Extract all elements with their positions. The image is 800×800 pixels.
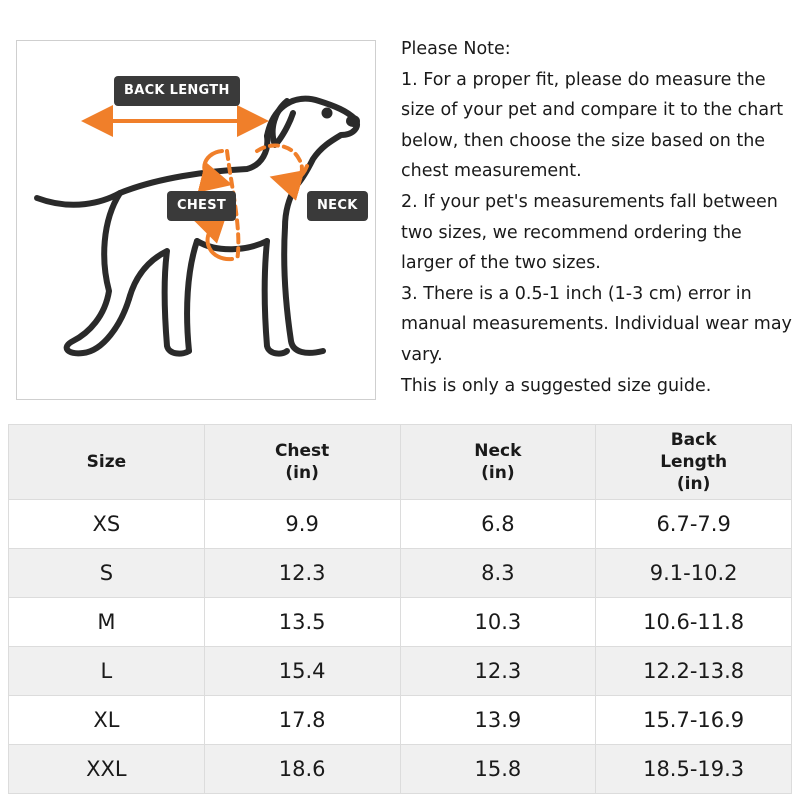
notes-footer: This is only a suggested size guide. <box>401 375 712 396</box>
dog-silhouette <box>37 99 357 354</box>
header-chest: Chest (in) <box>204 425 400 500</box>
table-row <box>9 549 792 598</box>
cell-size: S <box>9 549 205 598</box>
table-row <box>9 696 792 745</box>
table-row <box>9 598 792 647</box>
chest-label: CHEST <box>167 191 236 221</box>
table-row <box>9 500 792 549</box>
cell-neck: 10.3 <box>400 598 596 647</box>
size-chart-table <box>8 424 792 794</box>
cell-neck: 13.9 <box>400 696 596 745</box>
cell-chest: 15.4 <box>204 647 400 696</box>
table-row <box>9 647 792 696</box>
header-back-length: Back Length (in) <box>596 425 792 500</box>
back-length-label: BACK LENGTH <box>114 76 240 106</box>
cell-size: M <box>9 598 205 647</box>
cell-size: XS <box>9 500 205 549</box>
cell-chest: 13.5 <box>204 598 400 647</box>
cell-size: XXL <box>9 745 205 794</box>
notes-section <box>401 34 796 401</box>
table-row <box>9 745 792 794</box>
cell-neck: 15.8 <box>400 745 596 794</box>
cell-size: L <box>9 647 205 696</box>
header-neck: Neck (in) <box>400 425 596 500</box>
cell-chest: 9.9 <box>204 500 400 549</box>
cell-back-length: 12.2-13.8 <box>596 647 792 696</box>
cell-back-length: 18.5-19.3 <box>596 745 792 794</box>
note-item: 1. For a proper fit, please do measure the size of your pet and compare it to the chart below, then choose the size based on the chest measurement. <box>401 69 784 182</box>
cell-neck: 6.8 <box>400 500 596 549</box>
cell-neck: 8.3 <box>400 549 596 598</box>
note-item: 2. If your pet's measurements fall between two sizes, we recommend ordering the larger of the two sizes. <box>401 191 778 274</box>
table-header-row <box>9 425 792 500</box>
cell-neck: 12.3 <box>400 647 596 696</box>
cell-size: XL <box>9 696 205 745</box>
cell-chest: 17.8 <box>204 696 400 745</box>
note-item: 3. There is a 0.5-1 inch (1-3 cm) error in manual measurements. Individual wear may vary. <box>401 283 792 365</box>
measurement-diagram <box>16 40 376 400</box>
notes-heading: Please Note: <box>401 39 511 59</box>
cell-chest: 12.3 <box>204 549 400 598</box>
neck-label: NECK <box>307 191 368 221</box>
cell-chest: 18.6 <box>204 745 400 794</box>
cell-back-length: 10.6-11.8 <box>596 598 792 647</box>
header-size: Size <box>9 425 205 500</box>
cell-back-length: 9.1-10.2 <box>596 549 792 598</box>
cell-back-length: 15.7-16.9 <box>596 696 792 745</box>
cell-back-length: 6.7-7.9 <box>596 500 792 549</box>
